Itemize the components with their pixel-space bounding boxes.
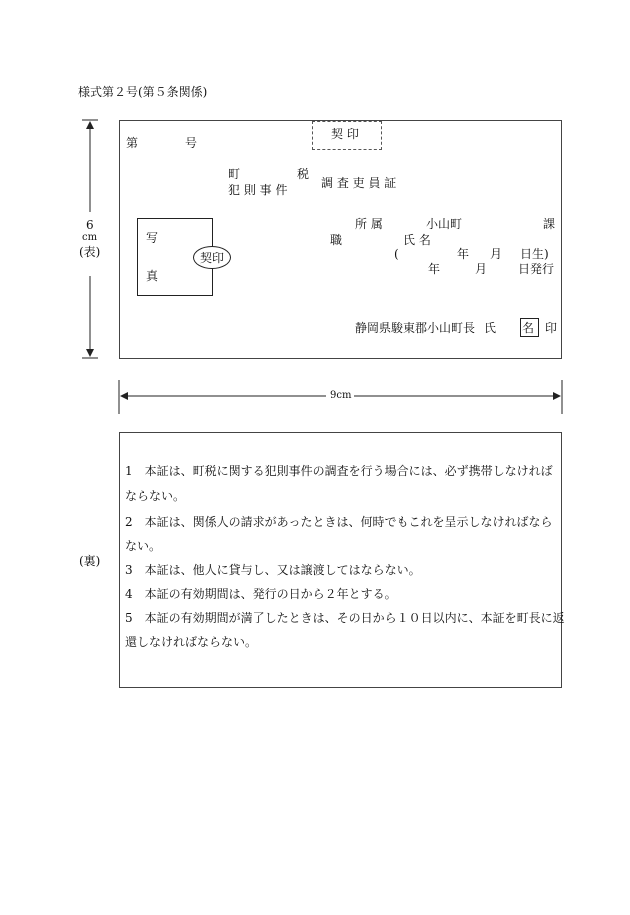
photo-label-1: 写 bbox=[146, 231, 159, 245]
birth-year: 年 bbox=[457, 247, 470, 261]
front-side-label: (表) bbox=[79, 245, 101, 259]
height-dimension-unit: cm bbox=[82, 232, 98, 243]
back-line-3: 2 本証は、関係人の請求があったときは、何時でもこれを呈示しなければなら bbox=[125, 515, 553, 529]
back-side-label: (裏) bbox=[79, 554, 101, 568]
issue-day: 日発行 bbox=[518, 262, 555, 276]
heading-town: 町 bbox=[228, 167, 241, 181]
back-line-6: 4 本証の有効期間は、発行の日から２年とする。 bbox=[125, 587, 397, 601]
affiliation-town: 小山町 bbox=[426, 217, 463, 231]
birth-open-paren: ( bbox=[394, 247, 399, 261]
name-label: 氏 名 bbox=[403, 233, 431, 247]
photo-seal-text: 契印 bbox=[199, 251, 224, 265]
form-title: 様式第２号(第５条関係) bbox=[78, 85, 208, 99]
heading-case: 犯 則 事 件 bbox=[228, 183, 288, 197]
issuer-shi: 氏 bbox=[484, 321, 497, 335]
back-line-7: 5 本証の有効期間が満了したときは、その日から１０日以内に、本証を町長に返 bbox=[125, 611, 565, 625]
number-label-dai: 第 bbox=[126, 136, 139, 150]
back-line-4: ない。 bbox=[125, 539, 162, 553]
issuer-in: 印 bbox=[545, 321, 558, 335]
photo-label-2: 真 bbox=[146, 269, 159, 283]
heading-tax: 税 bbox=[297, 167, 310, 181]
position-label: 職 bbox=[330, 233, 343, 247]
issuer-mei: 名 bbox=[522, 321, 535, 335]
issuer-name: 静岡県駿東郡小山町長 bbox=[355, 321, 476, 335]
seal-top-text: 契 印 bbox=[331, 127, 359, 141]
affiliation-section: 課 bbox=[543, 217, 556, 231]
issue-month: 月 bbox=[475, 262, 488, 276]
birth-month: 月 bbox=[490, 247, 503, 261]
birth-day: 日生) bbox=[520, 247, 549, 261]
photo-seal-stamp bbox=[193, 246, 231, 269]
back-line-5: 3 本証は、他人に貸与し、又は譲渡してはならない。 bbox=[125, 563, 421, 577]
heading-title: 調 査 吏 員 証 bbox=[321, 176, 397, 190]
back-line-1: 1 本証は、町税に関する犯則事件の調査を行う場合には、必ず携帯しなければ bbox=[125, 464, 553, 478]
affiliation-label: 所 属 bbox=[355, 217, 383, 231]
back-line-8: 還しなければならない。 bbox=[125, 635, 258, 649]
width-dimension-value: 9cm bbox=[330, 390, 352, 401]
back-line-2: ならない。 bbox=[125, 489, 186, 503]
height-dimension-value: 6 bbox=[86, 218, 94, 232]
issue-year: 年 bbox=[428, 262, 441, 276]
number-label-go: 号 bbox=[185, 136, 198, 150]
